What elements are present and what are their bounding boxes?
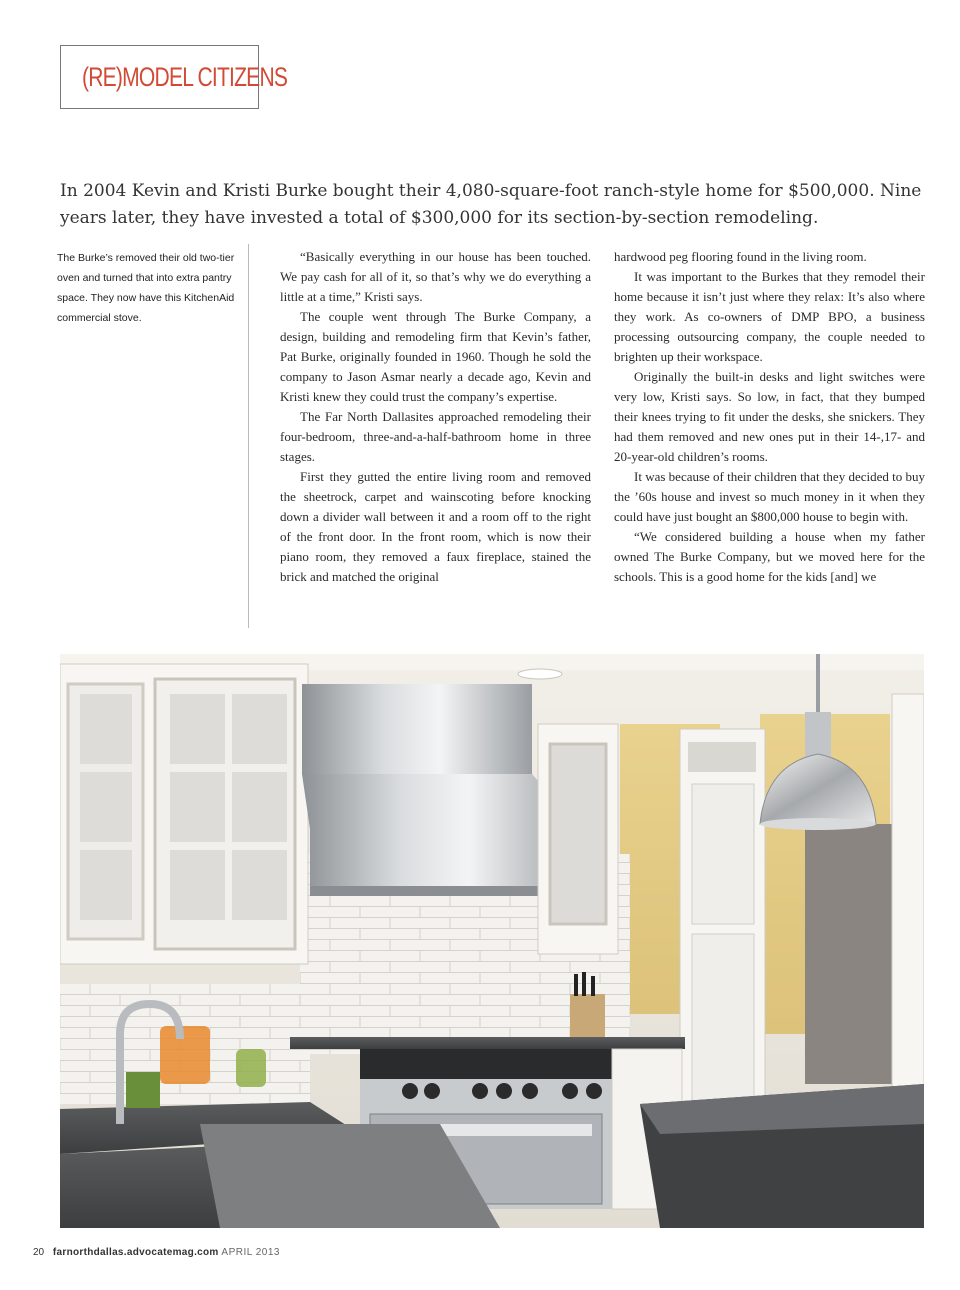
page-footer xyxy=(33,1247,280,1258)
article-column-1 xyxy=(280,247,591,587)
paragraph: “Basically everything in our house has been touched. We pay cash for all of it, so that’s why we do everything a little at a time,” Kristi says. xyxy=(280,249,591,304)
website-link[interactable]: farnorthdallas.advocatemag.com xyxy=(52,1247,219,1258)
kitchen-photo xyxy=(60,654,924,1228)
paragraph: The Far North Dallasites approached remodeling their four-bedroom, three-and-a-half-bathroom home in three stages. xyxy=(280,409,591,464)
paragraph-continuation: hardwood peg flooring found in the living room. xyxy=(614,249,867,264)
paragraph: It was important to the Burkes that they remodel their home because it isn’t just where they relax: It’s also where they work. As co-owners of DMP BPO, a business processing outsourcing company, the couple needed to brighten up their workspace. xyxy=(614,269,925,364)
paragraph: Originally the built-in desks and light switches were very low, Kristi says. So low, in fact, that they bumped their knees trying to fit under the desks, she snickers. They had them removed and new ones put in their 14-,17- and 20-year-old children’s rooms. xyxy=(614,369,925,464)
paragraph: The couple went through The Burke Company, a design, building and remodeling firm that Kevin’s father, Pat Burke, originally founded in 1960. Though he sold the company to Jason Asmar nearly a decade ago, Kevin and Kristi knew they could trust the company’s expertise. xyxy=(280,309,591,404)
column-divider xyxy=(248,244,249,628)
issue-date: APRIL 2013 xyxy=(221,1247,280,1258)
photo-caption: The Burke’s removed their old two-tier oven and turned that into extra pantry space. They now have this KitchenAid commercial stove. xyxy=(57,252,235,324)
paragraph: First they gutted the entire living room and removed the sheetrock, carpet and wainscoting before knocking down a divider wall between it and a room off to the right of the front door. In the front room, which is now their piano room, they removed a faux fireplace, stained the brick and matched the original xyxy=(280,469,591,584)
article-deck: In 2004 Kevin and Kristi Burke bought their 4,080-square-foot ranch-style home for $500,000. Nine years later, they have invested a total of $300,000 for its section-by-section remodeling. xyxy=(60,181,922,228)
page-number: 20 xyxy=(33,1247,45,1258)
paragraph: “We considered building a house when my father owned The Burke Company, but we moved here for the schools. This is a good home for the kids [and] we xyxy=(614,529,925,584)
section-title: (RE)MODEL CITIZENS xyxy=(82,62,288,92)
article-column-2 xyxy=(614,247,925,587)
paragraph: It was because of their children that they decided to buy the ’60s house and invest so much money in it when they could have just bought an $800,000 house to begin with. xyxy=(614,469,925,524)
